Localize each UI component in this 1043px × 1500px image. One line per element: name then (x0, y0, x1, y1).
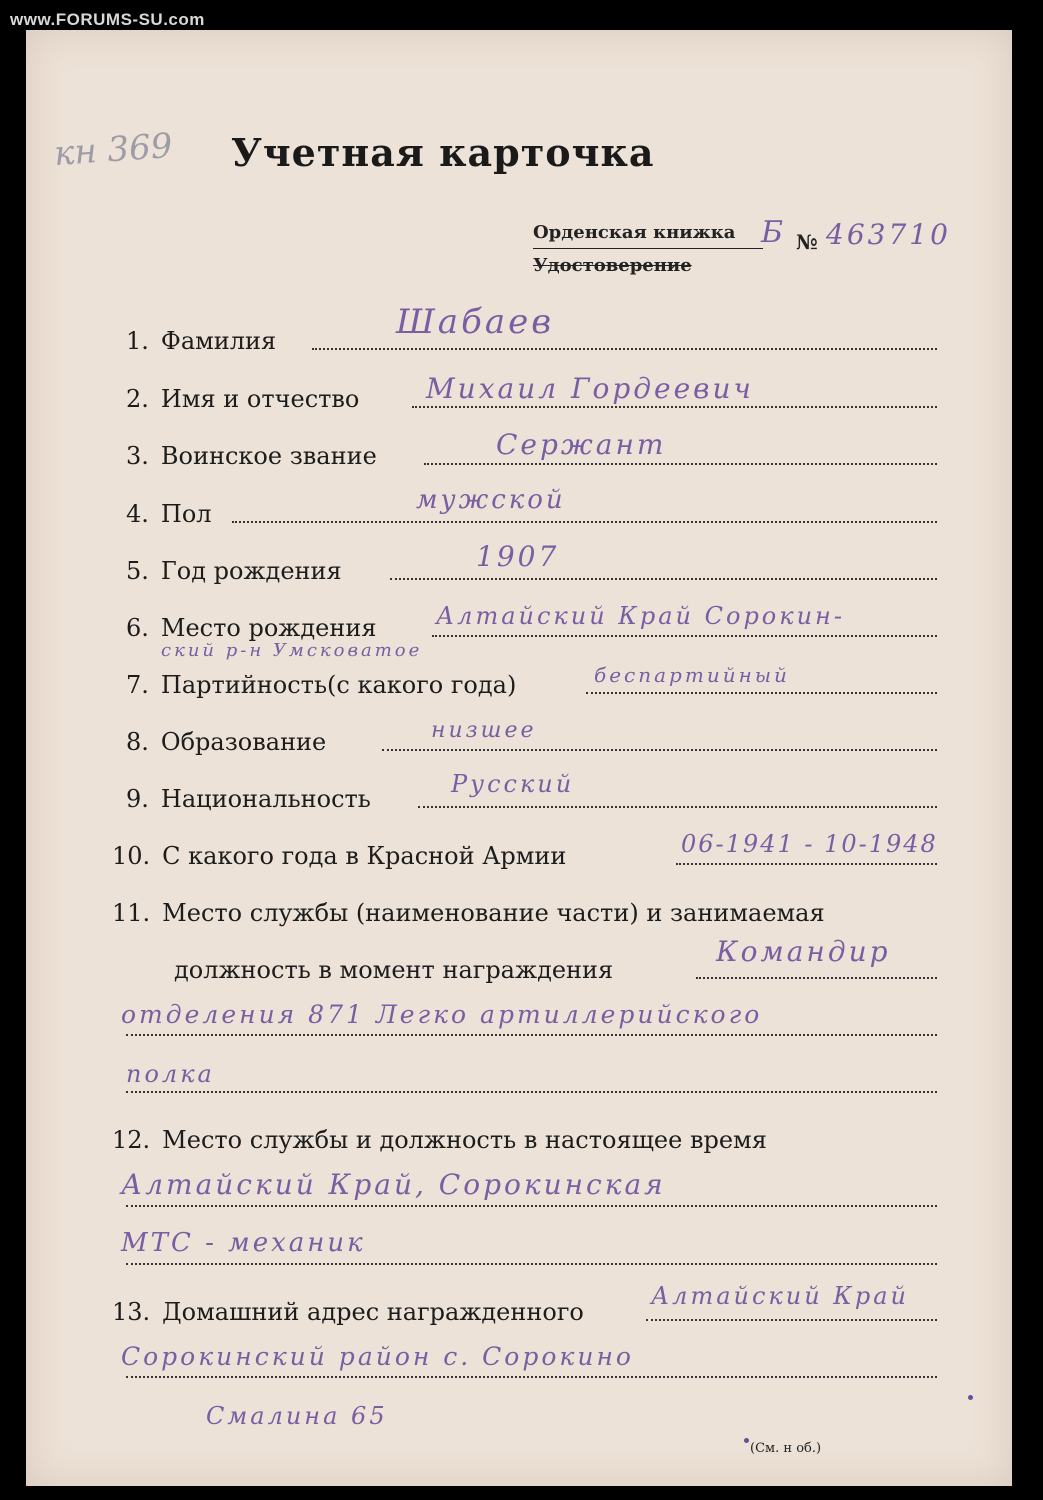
field-service-label-cont: должность в момент награждения (174, 956, 614, 984)
field-sex-label (126, 500, 212, 528)
field-number: 8. (126, 728, 149, 756)
field-label-text: Домашний адрес награжденного (162, 1298, 584, 1326)
field-home-address-label (112, 1298, 584, 1326)
education-value: низшее (431, 718, 537, 743)
archive-number: кн 369 (52, 125, 174, 175)
field-service-label (112, 899, 825, 927)
series-handwritten: Б (761, 215, 787, 250)
order-book-label: Орденская книжка (533, 222, 736, 243)
field-label-text: Партийность(с какого года) (160, 671, 517, 699)
order-book-underline (533, 248, 763, 249)
field-army-since-label (112, 842, 566, 870)
field-label-text: С какого года в Красной Армии (162, 842, 567, 870)
field-education-label (126, 728, 326, 756)
field-label-text: Место службы (наименование части) и занимаемая (162, 899, 825, 927)
see-reverse-note: (См. н об.) (750, 1441, 822, 1456)
field-number: 10. (112, 842, 151, 870)
field-name-label (126, 385, 359, 413)
service-value: Командир (716, 935, 891, 968)
rank-value: Сержант (496, 428, 667, 461)
order-book-number: 463710 (826, 218, 951, 251)
ink-dot (968, 1395, 973, 1400)
certificate-label: Удостоверение (533, 255, 692, 276)
dotted-line (126, 1205, 937, 1207)
field-label-text: Фамилия (160, 327, 277, 355)
dotted-line (382, 749, 937, 751)
field-label-text: Место службы и должность в настоящее время (162, 1126, 767, 1154)
dotted-line (312, 348, 937, 350)
dotted-line (232, 521, 937, 523)
field-birthplace-label (126, 614, 376, 642)
field-label-text: Национальность (160, 785, 371, 813)
field-label-text: Год рождения (160, 557, 342, 585)
field-birth-year-label (126, 557, 342, 585)
party-value: беспартийный (594, 663, 790, 687)
field-label-text: Воинское звание (160, 442, 377, 470)
field-label-text: Пол (160, 500, 212, 528)
service-value-cont2: полка (126, 1060, 215, 1088)
service-value-cont: отделения 871 Легко артиллерийского (121, 1000, 763, 1029)
field-number: 2. (126, 385, 149, 413)
record-card (26, 30, 1012, 1486)
birth-year-value: 1907 (476, 540, 560, 573)
field-rank-label (126, 442, 377, 470)
home-address-value-cont: Сорокинский район с. Сорокино (121, 1342, 634, 1371)
field-number: 13. (112, 1298, 151, 1326)
number-sign: № (796, 230, 818, 254)
birthplace-value: Алтайский Край Сорокин- (436, 602, 845, 630)
field-number: 5. (126, 557, 149, 585)
field-number: 11. (112, 899, 151, 927)
surname-value: Шабаев (396, 302, 555, 342)
name-patronymic-value: Михаил Гордеевич (426, 372, 754, 405)
field-current-service-label (112, 1126, 767, 1154)
dotted-line (126, 1376, 937, 1378)
army-since-value: 06-1941 - 10-1948 (681, 830, 938, 858)
dotted-line (412, 406, 937, 408)
field-nationality-label (126, 785, 371, 813)
field-number: 6. (126, 614, 149, 642)
field-number: 1. (126, 327, 149, 355)
dotted-line (696, 977, 937, 979)
field-label-text: Образование (160, 728, 327, 756)
dotted-line (390, 578, 937, 580)
field-number: 9. (126, 785, 149, 813)
dotted-line (424, 463, 937, 465)
birthplace-value-cont: ский р-н Умсковатое (161, 640, 423, 661)
field-number: 3. (126, 442, 149, 470)
current-service-value: Алтайский Край, Сорокинская (121, 1168, 666, 1201)
sex-value: мужской (416, 485, 566, 515)
dotted-line (432, 635, 937, 637)
current-service-value-cont: МТС - механик (121, 1228, 366, 1258)
field-party-label (126, 671, 516, 699)
dotted-line (646, 1319, 937, 1321)
field-number: 4. (126, 500, 149, 528)
field-label-text: Имя и отчество (160, 385, 360, 413)
dotted-line (676, 863, 937, 865)
card-title: Учетная карточка (231, 130, 655, 175)
dotted-line (126, 1263, 937, 1265)
ink-dot (744, 1438, 749, 1443)
home-address-value-cont2: Смалина 65 (206, 1402, 388, 1430)
dotted-line (586, 692, 937, 694)
field-number: 12. (112, 1126, 151, 1154)
dotted-line (126, 1091, 937, 1093)
nationality-value: Русский (451, 770, 575, 798)
field-surname-label (126, 327, 276, 355)
field-label-text: Место рождения (160, 614, 377, 642)
watermark: www.FORUMS-SU.com (10, 10, 205, 29)
home-address-value: Алтайский Край (651, 1282, 909, 1310)
dotted-line (126, 1034, 937, 1036)
field-number: 7. (126, 671, 149, 699)
dotted-line (418, 806, 937, 808)
